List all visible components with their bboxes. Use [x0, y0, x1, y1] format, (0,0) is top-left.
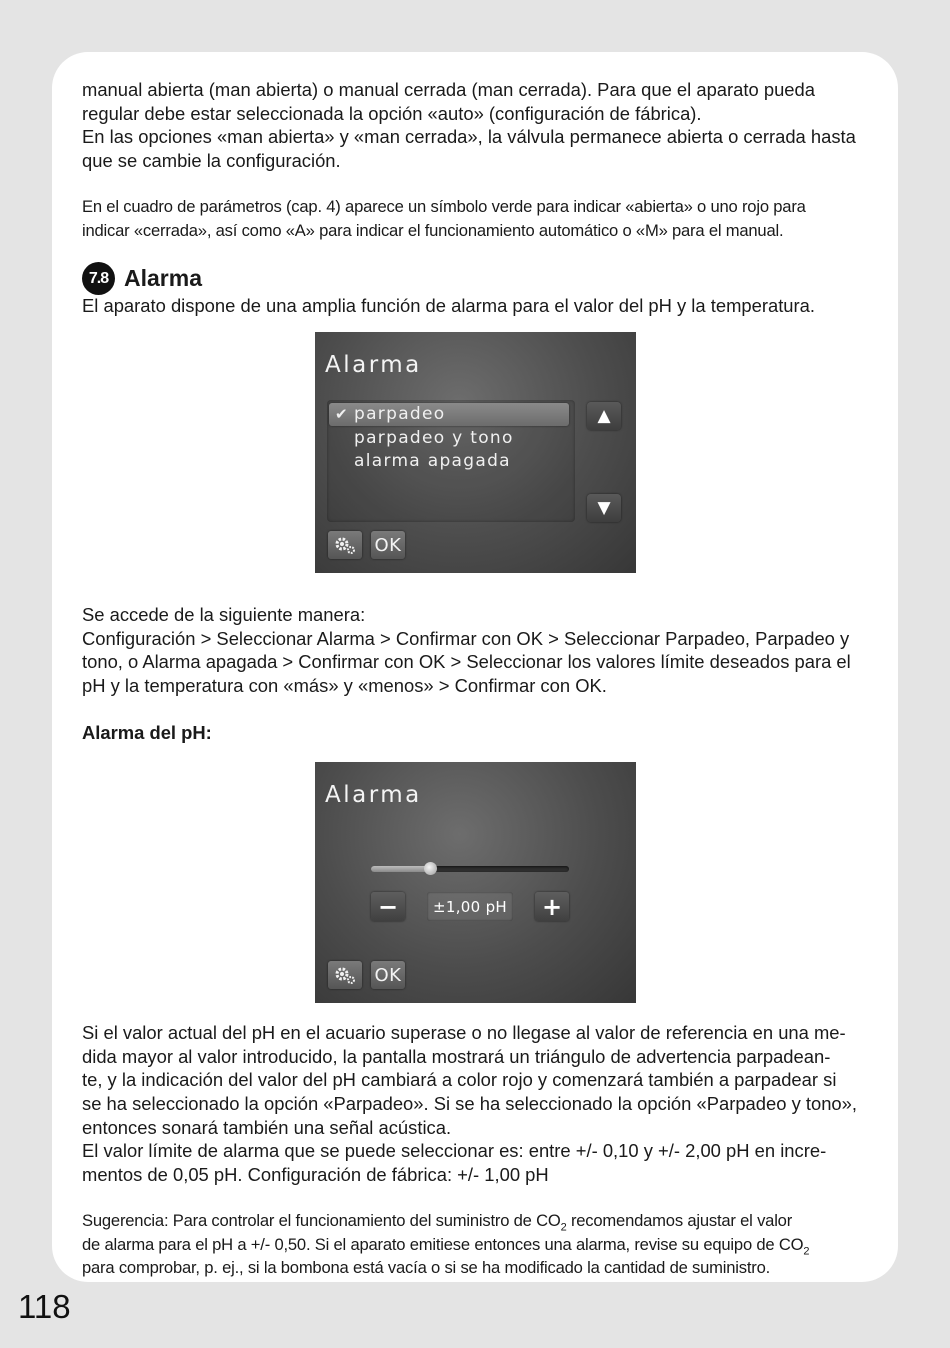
text-line: tono, o Alarma apagada > Confirmar con OK > Seleccionar los valores límite deseados para el	[82, 651, 851, 673]
section-intro: El aparato dispone de una amplia función de alarma para el valor del pH y la temperatura.	[82, 294, 815, 316]
text-line: que se cambie la configuración.	[82, 149, 341, 171]
text-line: te, y la indicación del valor del pH cambiará a color rojo y comenzará también a parpadear si	[82, 1069, 837, 1091]
screen-title: Alarma	[325, 352, 422, 379]
section-heading	[82, 264, 872, 294]
minus-button[interactable]	[371, 892, 405, 921]
text-line: se ha seleccionado la opción «Parpadeo». Si se ha seleccionado la opción «Parpadeo y tono»,	[82, 1092, 858, 1114]
scroll-down-button[interactable]	[587, 494, 621, 522]
alarm-mode-screen	[315, 332, 636, 573]
alarm-option-parpadeo[interactable]	[329, 403, 569, 426]
text-line: regular debe estar seleccionada la opción «auto» (configuración de fábrica).	[82, 102, 702, 124]
alarm-option-alarma-apagada[interactable]	[329, 450, 569, 473]
option-label: parpadeo y tono	[354, 428, 514, 449]
text-line: El valor límite de alarma que se puede seleccionar es: entre +/- 0,10 y +/- 2,00 pH en incre-	[82, 1140, 827, 1162]
text-line: Si el valor actual del pH en el acuario superase o no llegase al valor de referencia en una me-	[82, 1022, 846, 1044]
alarm-option-parpadeo-y-tono[interactable]	[329, 427, 569, 450]
down-arrow-icon: ▼	[597, 498, 611, 519]
minus-icon: −	[377, 892, 399, 921]
check-icon: ✔	[335, 405, 349, 424]
text-line: manual abierta (man abierta) o manual cerrada (man cerrada). Para que el aparato pueda	[82, 79, 815, 100]
ph-limit-value: ±1,00 pH	[427, 892, 513, 921]
alarm-mode-list	[327, 400, 575, 522]
paragraph-parameter-box	[82, 195, 872, 242]
paragraph-tip	[82, 1209, 872, 1280]
text-line: En el cuadro de parámetros (cap. 4) aparece un símbolo verde para indicar «abierta» o uno rojo para	[82, 197, 806, 217]
text-line: En las opciones «man abierta» y «man cerrada», la válvula permanece abierta o cerrada hasta	[82, 126, 856, 148]
text-line: para comprobar, p. ej., si la bombona está vacía o si se ha modificado la cantidad de suministro.	[82, 1258, 771, 1278]
plus-button[interactable]	[535, 892, 569, 921]
page-content	[82, 78, 872, 1280]
option-label: parpadeo	[354, 404, 446, 425]
section-title: Alarma	[124, 265, 202, 292]
page-number: 118	[18, 1288, 71, 1325]
paragraph-valve-modes	[82, 78, 872, 172]
slider-handle[interactable]	[424, 862, 437, 875]
gear-icon	[333, 535, 357, 555]
text-line: Sugerencia: Para controlar el funcionamiento del suministro de $CO_2$ recomendamos ajustar el valor	[82, 1211, 793, 1234]
gear-icon	[333, 965, 357, 985]
screen-title: Alarma	[325, 782, 422, 809]
ph-alarm-subheading: Alarma del pH:	[82, 721, 212, 743]
ph-alarm-screen	[315, 762, 636, 1003]
scroll-up-button[interactable]	[587, 402, 621, 430]
text-line: indicar «cerrada», así como «A» para indicar el funcionamiento automático o «M» para el manual.	[82, 220, 784, 240]
text-line: Configuración > Seleccionar Alarma > Confirmar con OK > Seleccionar Parpadeo, Parpadeo y	[82, 627, 850, 649]
section-number-badge: 7.8	[82, 262, 115, 295]
ph-limit-slider[interactable]	[371, 866, 569, 872]
text-line: pH y la temperatura con «más» y «menos» > Confirmar con OK.	[82, 674, 607, 696]
settings-button[interactable]	[328, 531, 362, 559]
text-line: entonces sonará también una señal acústica.	[82, 1116, 452, 1138]
paragraph-alarm-behavior	[82, 1021, 872, 1186]
text-line: dida mayor al valor introducido, la pantalla mostrará un triángulo de advertencia parpadean-	[82, 1045, 831, 1067]
plus-icon: +	[541, 892, 563, 921]
up-arrow-icon: ▲	[597, 406, 611, 427]
settings-button[interactable]	[328, 961, 362, 989]
ok-button[interactable]: OK	[371, 961, 405, 989]
text-line: Se accede de la siguiente manera:	[82, 604, 366, 626]
ok-button[interactable]: OK	[371, 531, 405, 559]
paragraph-access-path	[82, 603, 872, 697]
slider-fill	[371, 866, 430, 872]
text-line: mentos de 0,05 pH. Configuración de fábrica: +/- 1,00 pH	[82, 1163, 549, 1185]
text-line: de alarma para el pH a +/- 0,50. Si el aparato emitiese entonces una alarma, revise su equipo de $CO_2$	[82, 1234, 810, 1258]
option-label: alarma apagada	[354, 451, 511, 472]
